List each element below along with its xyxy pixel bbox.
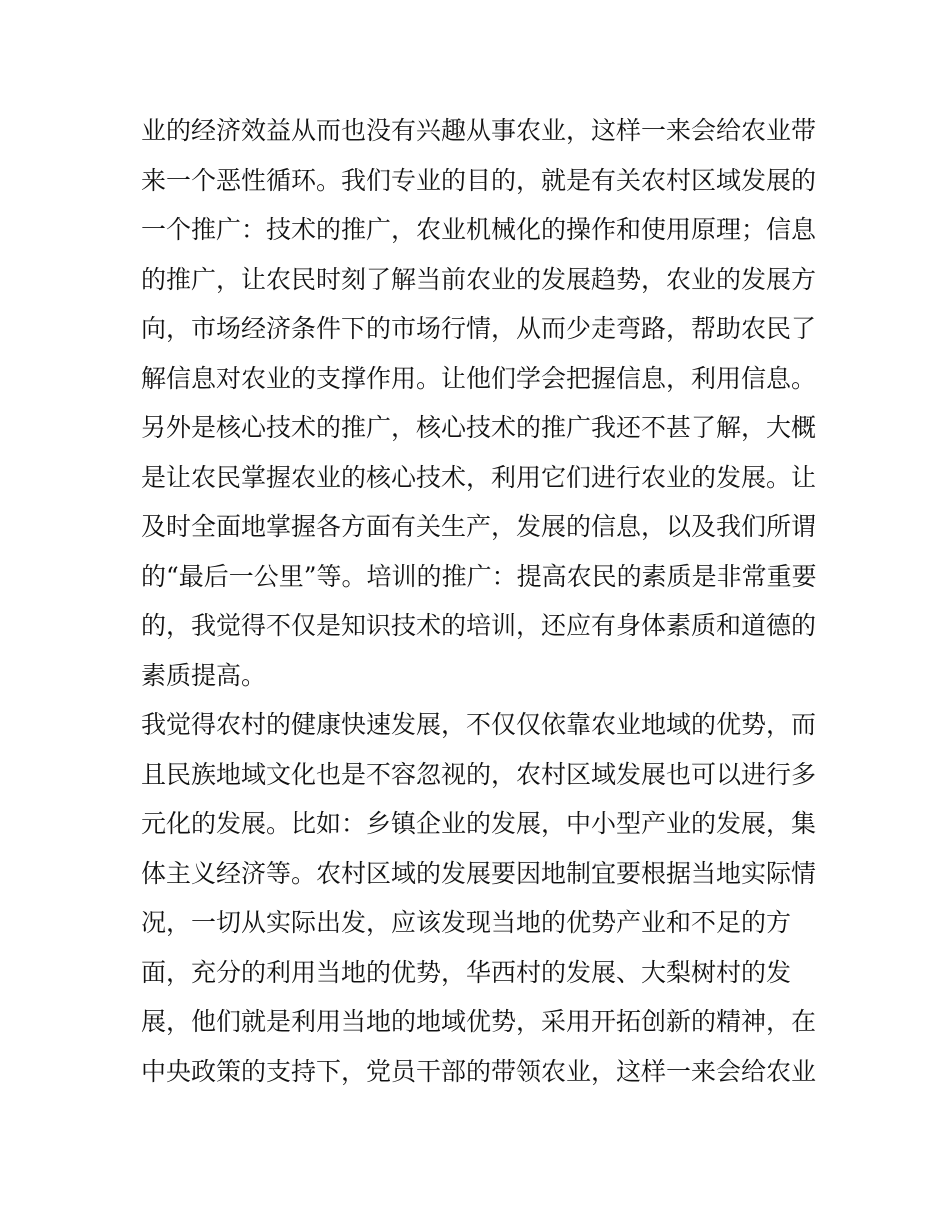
text-line: 展，他们就是利用当地的地域优势，采用开拓创新的精神，在 bbox=[141, 1007, 817, 1036]
body-text bbox=[141, 106, 821, 1096]
text-line: 是让农民掌握农业的核心技术，利用它们进行农业的发展。让 bbox=[141, 462, 817, 492]
text-line: 况，一切从实际出发，应该发现当地的优势产业和不足的方 bbox=[141, 908, 792, 937]
text-line: 一个推广：技术的推广，农业机械化的操作和使用原理；信息 bbox=[141, 215, 817, 244]
text-line: 元化的发展。比如：乡镇企业的发展，中小型产业的发展，集 bbox=[141, 809, 817, 838]
text-line: 另外是核心技术的推广，核心技术的推广我还不甚了解，大概 bbox=[141, 413, 817, 442]
text-line: 的推广，让农民时刻了解当前农业的发展趋势，农业的发展方 bbox=[141, 264, 817, 294]
text-line: 的“最后一公里”等。培训的推广：提高农民的素质是非常重要 bbox=[141, 561, 817, 591]
text-line: 中央政策的支持下，党员干部的带领农业，这样一来会给农业 bbox=[141, 1056, 817, 1086]
text-line: 及时全面地掌握各方面有关生产，发展的信息，以及我们所谓 bbox=[141, 512, 817, 541]
text-line: 业的经济效益从而也没有兴趣从事农业，这样一来会给农业带 bbox=[141, 116, 817, 145]
text-line: 素质提高。 bbox=[141, 660, 267, 690]
text-line: 解信息对农业的支撑作用。让他们学会把握信息，利用信息。 bbox=[141, 363, 817, 393]
text-line: 面，充分的利用当地的优势，华西村的发展、大梨树村的发 bbox=[141, 957, 792, 987]
text-line: 来一个恶性循环。我们专业的目的，就是有关农村区域发展的 bbox=[141, 165, 817, 195]
text-line: 体主义经济等。农村区域的发展要因地制宜要根据当地实际情 bbox=[141, 858, 817, 888]
text-line: 的，我觉得不仅是知识技术的培训，还应有身体素质和道德的 bbox=[141, 611, 817, 640]
text-line: 向，市场经济条件下的市场行情，从而少走弯路，帮助农民了 bbox=[141, 314, 817, 343]
text-line: 我觉得农村的健康快速发展，不仅仅依靠农业地域的优势，而 bbox=[141, 710, 817, 739]
text-line: 且民族地域文化也是不容忽视的，农村区域发展也可以进行多 bbox=[141, 759, 817, 789]
